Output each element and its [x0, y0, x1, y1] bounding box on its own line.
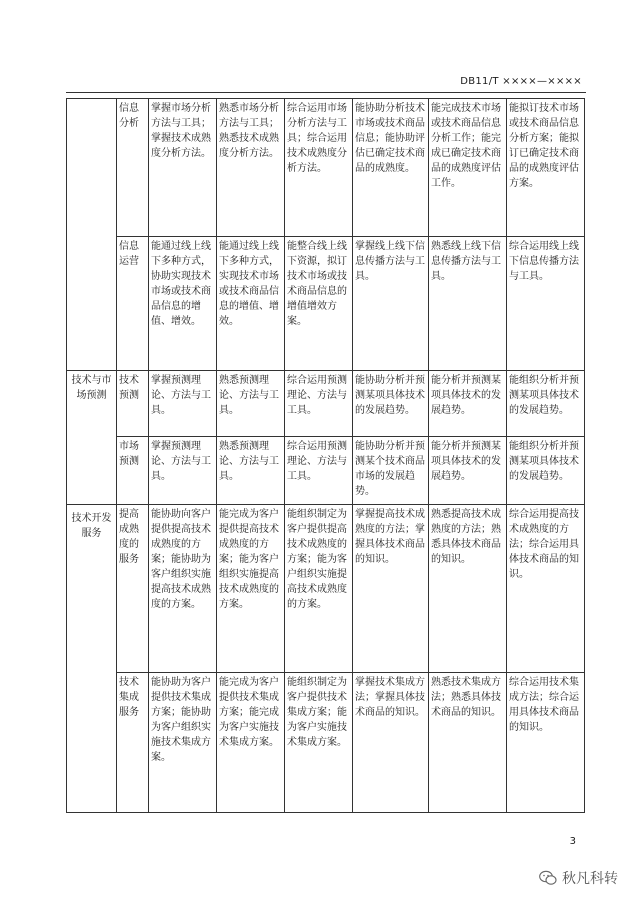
level-cell: 掌握提高技术成熟度的方法；掌握具体技术商品的知识。: [353, 505, 429, 673]
level-cell: 能协助分析并预测某个技术商品市场的发展趋势。: [353, 437, 429, 505]
page-number: 3: [569, 836, 576, 847]
level-cell: 熟悉提高技术成熟度的方法；熟悉具体技术商品的知识。: [429, 505, 507, 673]
level-cell: 综合运用市场分析方法与工具；综合运用技术成熟度分析方法。: [285, 99, 353, 237]
level-cell: 能协助分析技术市场或技术商品信息；能协助评估已确定技术商品的成熟度。: [353, 99, 429, 237]
wechat-icon: [539, 870, 557, 886]
level-cell: 能完成为客户提供提高技术成熟度的方案；能为客户组织实施提高技术成熟度的方案。: [217, 505, 285, 673]
watermark-text: 秋凡科转: [562, 871, 618, 887]
level-cell: 熟悉预测理论、方法与工具。: [217, 437, 285, 505]
level-cell: 能分析并预测某项具体技术的发展趋势。: [429, 371, 507, 437]
level-cell: 熟悉技术集成方法；熟悉具体技术商品的知识。: [429, 673, 507, 813]
document-code: DB11/T ××××—××××: [460, 76, 582, 87]
level-cell: 能协助向客户提供提高技术成熟度的方案；能协助为客户组织实施提高技术成熟度的方案。: [149, 505, 217, 673]
table-row: [67, 237, 585, 371]
category-cell: [67, 99, 117, 371]
level-cell: 掌握预测理论、方法与工具。: [149, 437, 217, 505]
level-cell: 能组织制定为客户提供提高技术成熟度的方案；能为客户组织实施提高技术成熟度的方案。: [285, 505, 353, 673]
subcategory-cell: 信息运营: [117, 237, 149, 371]
subcategory-cell: 市场预测: [117, 437, 149, 505]
table-row: [67, 99, 585, 237]
level-cell: 能分析并预测某项具体技术的发展趋势。: [429, 437, 507, 505]
level-cell: 能组织分析并预测某项具体技术的发展趋势。: [507, 437, 585, 505]
level-cell: 掌握技术集成方法；掌握具体技术商品的知识。: [353, 673, 429, 813]
watermark: [539, 868, 618, 888]
table-row: [67, 505, 585, 673]
level-cell: 能协助分析并预测某项具体技术的发展趋势。: [353, 371, 429, 437]
subcategory-cell: 信息分析: [117, 99, 149, 237]
table-row: [67, 673, 585, 813]
level-cell: 熟悉市场分析方法与工具；熟悉技术成熟度分析方法。: [217, 99, 285, 237]
level-cell: 能完成为客户提供技术集成方案；能完成为客户实施技术集成方案。: [217, 673, 285, 813]
category-cell: 技术开发服务: [67, 505, 117, 813]
subcategory-cell: 技术集成服务: [117, 673, 149, 813]
level-cell: 掌握线上线下信息传播方法与工具。: [353, 237, 429, 371]
table-row: [67, 437, 585, 505]
level-cell: 能通过线上线下多种方式，协助实现技术市场或技术商品信息的增值、增效。: [149, 237, 217, 371]
subcategory-cell: 技术预测: [117, 371, 149, 437]
level-cell: 能组织分析并预测某项具体技术的发展趋势。: [507, 371, 585, 437]
level-cell: 综合运用预测理论、方法与工具。: [285, 437, 353, 505]
level-cell: 掌握市场分析方法与工具；掌握技术成熟度分析方法。: [149, 99, 217, 237]
level-cell: 综合运用预测理论、方法与工具。: [285, 371, 353, 437]
level-cell: 能拟订技术市场或技术商品信息分析方案；能拟订已确定技术商品的成熟度评估方案。: [507, 99, 585, 237]
level-cell: 熟悉预测理论、方法与工具。: [217, 371, 285, 437]
level-cell: 熟悉线上线下信息传播方法与工具。: [429, 237, 507, 371]
level-cell: 能组织制定为客户提供技术集成方案；能为客户实施技术集成方案。: [285, 673, 353, 813]
level-cell: 能通过线上线下多种方式，实现技术市场或技术商品信息的增值、增效。: [217, 237, 285, 371]
header-divider: [66, 92, 586, 93]
level-cell: 掌握预测理论、方法与工具。: [149, 371, 217, 437]
competency-table: [66, 98, 585, 813]
level-cell: 综合运用提高技术成熟度的方法；综合运用具体技术商品的知识。: [507, 505, 585, 673]
category-cell: 技术与市场预测: [67, 371, 117, 505]
table-row: [67, 371, 585, 437]
subcategory-cell: 提高成熟度的服务: [117, 505, 149, 673]
level-cell: 能协助为客户提供技术集成方案；能协助为客户组织实施技术集成方案。: [149, 673, 217, 813]
level-cell: 综合运用线上线下信息传播方法与工具。: [507, 237, 585, 371]
level-cell: 能整合线上线下资源，拟订技术市场或技术商品信息的增值增效方案。: [285, 237, 353, 371]
level-cell: 能完成技术市场或技术商品信息分析工作；能完成已确定技术商品的成熟度评估工作。: [429, 99, 507, 237]
level-cell: 综合运用技术集成方法；综合运用具体技术商品的知识。: [507, 673, 585, 813]
